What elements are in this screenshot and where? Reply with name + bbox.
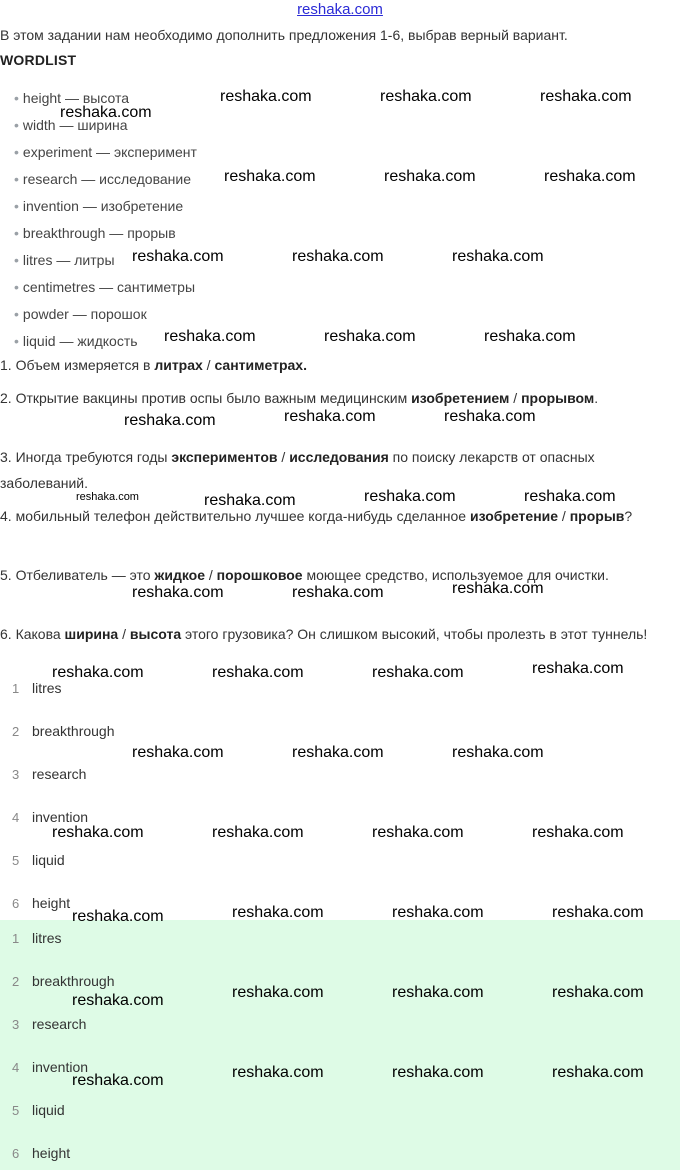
bullet-icon: •	[14, 333, 19, 349]
wordlist-item: • width — ширина	[14, 117, 128, 133]
question: 4. мобильный телефон действительно лучшее когда-нибудь сделанное изобретение / прорыв?	[0, 508, 633, 524]
answer-number: 6	[12, 1146, 20, 1161]
watermark-text: reshaka.com	[552, 1064, 644, 1081]
answer-number: 4	[12, 810, 20, 825]
question-tail: по поиску лекарств от опасных заболеваний.	[0, 449, 595, 491]
watermark-text: reshaka.com	[164, 328, 256, 345]
answer-key-item	[12, 1016, 86, 1032]
watermark-text: reshaka.com	[232, 1064, 324, 1081]
option-b: исследования	[289, 449, 389, 465]
watermark-text: reshaka.com	[292, 584, 384, 601]
answer-number: 1	[12, 931, 20, 946]
answer-text: liquid	[32, 852, 65, 868]
answer-text: breakthrough	[32, 973, 115, 989]
watermark-text: reshaka.com	[524, 488, 616, 505]
watermark-text: reshaka.com	[372, 664, 464, 681]
question-number: 5.	[0, 567, 12, 583]
question-tail: этого грузовика? Он слишком высокий, чтобы пролезть в этот туннель!	[181, 626, 648, 642]
wordlist-word: centimetres	[22, 279, 96, 295]
answer-item	[12, 809, 88, 825]
answer-text: research	[32, 1016, 87, 1032]
site-link[interactable]: reshaka.com	[297, 1, 383, 18]
watermark-text: reshaka.com	[52, 824, 144, 841]
answer-text: litres	[32, 680, 62, 696]
watermark-text: reshaka.com	[452, 580, 544, 597]
watermark-text: reshaka.com	[452, 248, 544, 265]
watermark-text: reshaka.com	[380, 88, 472, 105]
wordlist-translation: ширина	[77, 117, 128, 133]
watermark-text: reshaka.com	[220, 88, 312, 105]
bullet-icon: •	[14, 171, 19, 187]
option-a: изобретение	[469, 508, 559, 524]
watermark-text: reshaka.com	[232, 904, 324, 921]
answer-number: 5	[12, 853, 20, 868]
option-b: сантиметрах.	[214, 357, 307, 373]
answer-item	[12, 680, 62, 696]
option-b: прорывом	[521, 390, 595, 406]
wordlist-item: • research — исследование	[14, 171, 191, 187]
question: 1. Объем измеряется в литрах / сантиметрах.	[0, 357, 307, 373]
answer-key-item	[12, 930, 62, 946]
bullet-icon: •	[14, 90, 19, 106]
wordlist-item: • litres — литры	[14, 252, 115, 268]
answer-text: litres	[32, 930, 62, 946]
watermark-text: reshaka.com	[372, 824, 464, 841]
task-intro: В этом задании нам необходимо дополнить предложения 1-6, выбрав верный вариант.	[0, 27, 568, 43]
wordlist-word: litres	[22, 252, 53, 268]
answer-number: 4	[12, 1060, 20, 1075]
question-tail: ?	[624, 508, 633, 524]
question: 2. Открытие вакцины против оспы было важным медицинским изобретением / прорывом.	[0, 390, 599, 406]
watermark-text: reshaka.com	[124, 412, 216, 429]
bullet-icon: •	[14, 306, 19, 322]
watermark-text: reshaka.com	[552, 904, 644, 921]
watermark-text: reshaka.com	[484, 328, 576, 345]
answer-item	[12, 852, 65, 868]
wordlist-word: research	[22, 171, 78, 187]
answer-text: invention	[32, 809, 89, 825]
watermark-text: reshaka.com	[444, 408, 536, 425]
question: 6. Какова ширина / высота этого грузовика? Он слишком высокий, чтобы пролезть в этот туннель!	[0, 626, 648, 642]
watermark-text: reshaka.com	[132, 248, 224, 265]
watermark-text: reshaka.com	[284, 408, 376, 425]
wordlist-word: breakthrough	[22, 225, 106, 241]
answer-number: 3	[12, 1017, 20, 1032]
watermark-text: reshaka.com	[452, 744, 544, 761]
option-a: экспериментов	[171, 449, 278, 465]
watermark-text: reshaka.com	[392, 904, 484, 921]
bullet-icon: •	[14, 117, 19, 133]
watermark-text: reshaka.com	[532, 660, 624, 677]
watermark-text: reshaka.com	[324, 328, 416, 345]
bullet-icon: •	[14, 144, 19, 160]
wordlist-translation: порошок	[90, 306, 147, 322]
answer-number: 6	[12, 896, 20, 911]
watermark-text: reshaka.com	[72, 1072, 164, 1089]
wordlist-item: • breakthrough — прорыв	[14, 225, 176, 241]
wordlist-translation: эксперимент	[113, 144, 197, 160]
option-b: прорыв	[569, 508, 625, 524]
watermark-text: reshaka.com	[532, 824, 624, 841]
answer-number: 5	[12, 1103, 20, 1118]
wordlist-translation: высота	[82, 90, 130, 106]
watermark-text-small: reshaka.com	[76, 491, 139, 503]
answer-text: invention	[32, 1059, 89, 1075]
wordlist-item: • invention — изобретение	[14, 198, 184, 214]
watermark-text: reshaka.com	[540, 88, 632, 105]
option-a: литрах	[154, 357, 203, 373]
watermark-text: reshaka.com	[224, 168, 316, 185]
watermark-text: reshaka.com	[204, 492, 296, 509]
watermark-text: reshaka.com	[72, 992, 164, 1009]
wordlist-translation: литры	[74, 252, 115, 268]
answer-number: 1	[12, 681, 20, 696]
wordlist-word: height	[22, 90, 62, 106]
wordlist-translation: изобретение	[100, 198, 184, 214]
bullet-icon: •	[14, 225, 19, 241]
wordlist-word: width	[22, 117, 56, 133]
question-number: 1.	[0, 357, 12, 373]
wordlist-translation: исследование	[99, 171, 191, 187]
watermark-text: reshaka.com	[52, 664, 144, 681]
watermark-text: reshaka.com	[212, 824, 304, 841]
watermark-text: reshaka.com	[212, 664, 304, 681]
watermark-text: reshaka.com	[552, 984, 644, 1001]
answer-item	[12, 723, 115, 739]
answer-text: breakthrough	[32, 723, 115, 739]
question-number: 3.	[0, 449, 12, 465]
answer-text: liquid	[32, 1102, 65, 1118]
bullet-icon: •	[14, 252, 19, 268]
watermark-text: reshaka.com	[292, 744, 384, 761]
watermark-text: reshaka.com	[292, 248, 384, 265]
question-number: 4.	[0, 508, 12, 524]
option-a: ширина	[64, 626, 119, 642]
question-number: 6.	[0, 626, 12, 642]
wordlist-word: experiment	[22, 144, 93, 160]
question-tail: .	[594, 390, 599, 406]
question-number: 2.	[0, 390, 12, 406]
question-tail: моющее средство, используемое для очистки.	[302, 567, 609, 583]
wordlist-translation: прорыв	[127, 225, 176, 241]
answer-key-item	[12, 973, 115, 989]
wordlist-word: liquid	[22, 333, 56, 349]
watermark-text: reshaka.com	[364, 488, 456, 505]
bullet-icon: •	[14, 279, 19, 295]
watermark-text: reshaka.com	[392, 984, 484, 1001]
answer-text: height	[32, 1145, 71, 1161]
answer-number: 2	[12, 724, 20, 739]
option-b: порошковое	[216, 567, 303, 583]
answer-text: research	[32, 766, 87, 782]
answer-number: 2	[12, 974, 20, 989]
wordlist-translation: сантиметры	[117, 279, 196, 295]
answer-number: 3	[12, 767, 20, 782]
watermark-text: reshaka.com	[72, 908, 164, 925]
option-a: жидкое	[154, 567, 205, 583]
answer-key-item	[12, 1145, 70, 1161]
wordlist-title: WORDLIST	[0, 52, 77, 68]
wordlist-item: • powder — порошок	[14, 306, 147, 322]
watermark-text: reshaka.com	[392, 1064, 484, 1081]
answer-item	[12, 766, 86, 782]
answer-key-panel	[0, 920, 680, 1170]
wordlist-word: invention	[22, 198, 79, 214]
question: 3. Иногда требуются годы экспериментов / исследования по поиску лекарств от опасных заболеваний.	[0, 449, 595, 491]
wordlist-item: • experiment — эксперимент	[14, 144, 197, 160]
answer-item	[12, 895, 70, 911]
wordlist-item: • height — высота	[14, 90, 130, 106]
watermark-text: reshaka.com	[544, 168, 636, 185]
wordlist-item: • centimetres — сантиметры	[14, 279, 196, 295]
answer-key-item	[12, 1102, 65, 1118]
watermark-text: reshaka.com	[132, 584, 224, 601]
question: 5. Отбеливатель — это жидкое / порошковое моющее средство, используемое для очистки.	[0, 567, 609, 583]
bullet-icon: •	[14, 198, 19, 214]
wordlist-word: powder	[22, 306, 69, 322]
wordlist-translation: жидкость	[77, 333, 138, 349]
option-b: высота	[129, 626, 182, 642]
watermark-text: reshaka.com	[384, 168, 476, 185]
answer-text: height	[32, 895, 71, 911]
watermark-text: reshaka.com	[60, 104, 152, 121]
option-a: изобретением	[411, 390, 510, 406]
watermark-text: reshaka.com	[232, 984, 324, 1001]
wordlist-item: • liquid — жидкость	[14, 333, 138, 349]
watermark-text: reshaka.com	[132, 744, 224, 761]
